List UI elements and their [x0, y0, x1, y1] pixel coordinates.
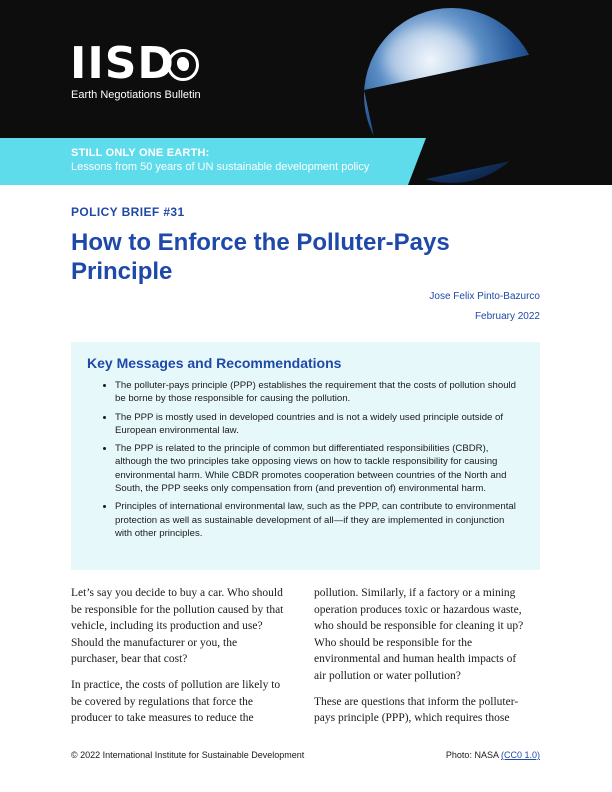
series-subtitle: Lessons from 50 years of UN sustainable development policy	[71, 161, 370, 173]
key-message-item: • The polluter-pays principle (PPP) establishes the requirement that the costs of pollution should be borne by those responsible for causing the pollution.	[115, 379, 524, 406]
license-link[interactable]: (CC0 1.0)	[500, 750, 540, 760]
body-column-left	[71, 585, 285, 736]
key-messages-list	[87, 379, 524, 540]
globe-icon	[167, 49, 199, 81]
body-paragraph: pollution. Similarly, if a factory or a mining operation produces toxic or hazardous waste, who should be responsible for cleaning it up? Who should be responsible for the environmental and human health impacts of air pollution or water pollution?	[314, 587, 524, 682]
key-message-item: • Principles of international environmental law, such as the PPP, can contribute to environmental protection as well as sustainable development of all—if they are implemented in conjunction with other principles.	[115, 500, 524, 540]
photo-credit-text: Photo: NASA	[445, 750, 499, 760]
copyright-notice: © 2022 International Institute for Sustainable Development	[71, 750, 305, 760]
photo-credit	[446, 750, 540, 760]
brief-number: POLICY BRIEF #31	[71, 205, 185, 219]
body-column-right	[314, 585, 528, 736]
body-paragraph: These are questions that inform the polluter-pays principle (PPP), which requires those	[314, 695, 519, 725]
body-paragraph: Let’s say you decide to buy a car. Who should be responsible for the pollution caused by that vehicle, including its production and use? Should the manufacturer or you, the purchaser, bear that cost?	[71, 587, 284, 666]
page-title: How to Enforce the Polluter-Pays Principle	[71, 229, 450, 285]
iisd-logo: IISD	[70, 38, 175, 89]
body-paragraph: In practice, the costs of pollution are likely to be covered by regulations that force the producer to take measures to reduce the	[71, 678, 281, 725]
key-messages-heading: Key Messages and Recommendations	[87, 355, 342, 371]
author: Jose Felix Pinto-Bazurco	[429, 291, 540, 302]
key-message-item: • The PPP is mostly used in developed countries and is not a widely used principle outside of European environmental law.	[115, 411, 524, 438]
key-message-item: • The PPP is related to the principle of common but differentiated responsibilities (CBDR), although the two principles take opposing views on how to tackle responsibility for causing environmental harm. While CBDR promotes cooperation between countries of the North and South, the PPP seeks only compensation from (and prevention of) environmental harm.	[115, 442, 524, 495]
logo-subtitle: Earth Negotiations Bulletin	[71, 89, 201, 101]
series-title: STILL ONLY ONE EARTH:	[71, 147, 210, 159]
publication-date: February 2022	[474, 311, 540, 322]
key-messages-box	[71, 342, 540, 570]
